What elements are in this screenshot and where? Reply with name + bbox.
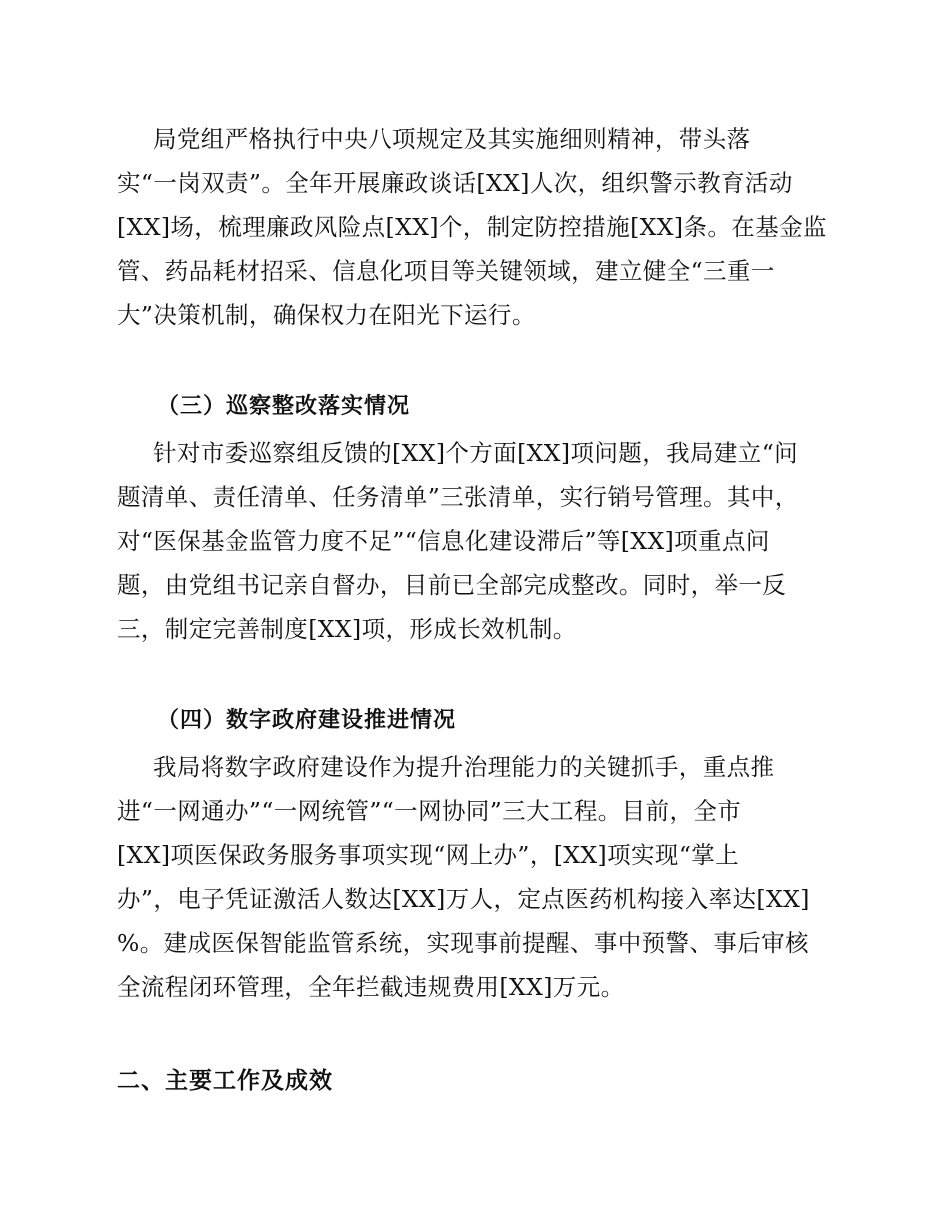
section-heading-main-work: 二、主要工作及成效 (117, 1068, 333, 1094)
paragraph-line: 进“一网通办”“一网统管”“一网协同”三大工程。目前，全市 (117, 797, 742, 825)
paragraph-line: 针对市委巡察组反馈的[XX]个方面[XX]项问题，我局建立“问 (153, 439, 799, 467)
paragraph-line: 全流程闭环管理，全年拦截违规费用[XX]万元。 (117, 973, 625, 1001)
paragraph-line: 大”决策机制，确保权力在阳光下运行。 (117, 301, 536, 329)
paragraph-line: 题，由党组书记亲自督办，目前已全部完成整改。同时，举一反 (117, 571, 787, 599)
paragraph-line: 办”，电子凭证激活人数达[XX]万人，定点医药机构接入率达[XX] (117, 885, 810, 913)
paragraph-line: 实“一岗双责”。全年开展廉政谈话[XX]人次，组织警示教育活动 (117, 169, 793, 197)
section-heading-inspection-rectification: （三）巡察整改落实情况 (157, 394, 411, 419)
paragraph-line: 我局将数字政府建设作为提升治理能力的关键抓手，重点推 (153, 753, 775, 781)
paragraph-line: 管、药品耗材招采、信息化项目等关键领域，建立健全“三重一 (117, 257, 775, 285)
section-heading-digital-government: （四）数字政府建设推进情况 (157, 708, 457, 733)
paragraph-line: [XX]场，梳理廉政风险点[XX]个，制定防控措施[XX]条。在基金监 (117, 213, 827, 241)
paragraph-line: %。建成医保智能监管系统，实现事前提醒、事中预警、事后审核 (117, 929, 809, 957)
paragraph-line: 局党组严格执行中央八项规定及其实施细则精神，带头落 (153, 125, 751, 153)
paragraph-line: 题清单、责任清单、任务清单”三张清单，实行销号管理。其中， (117, 483, 799, 511)
paragraph-line: [XX]项医保政务服务事项实现“网上办”，[XX]项实现“掌上 (117, 841, 740, 869)
paragraph-line: 对“医保基金监管力度不足”“信息化建设滞后”等[XX]项重点问 (117, 527, 770, 555)
paragraph-line: 三，制定完善制度[XX]项，形成长效机制。 (117, 615, 577, 643)
